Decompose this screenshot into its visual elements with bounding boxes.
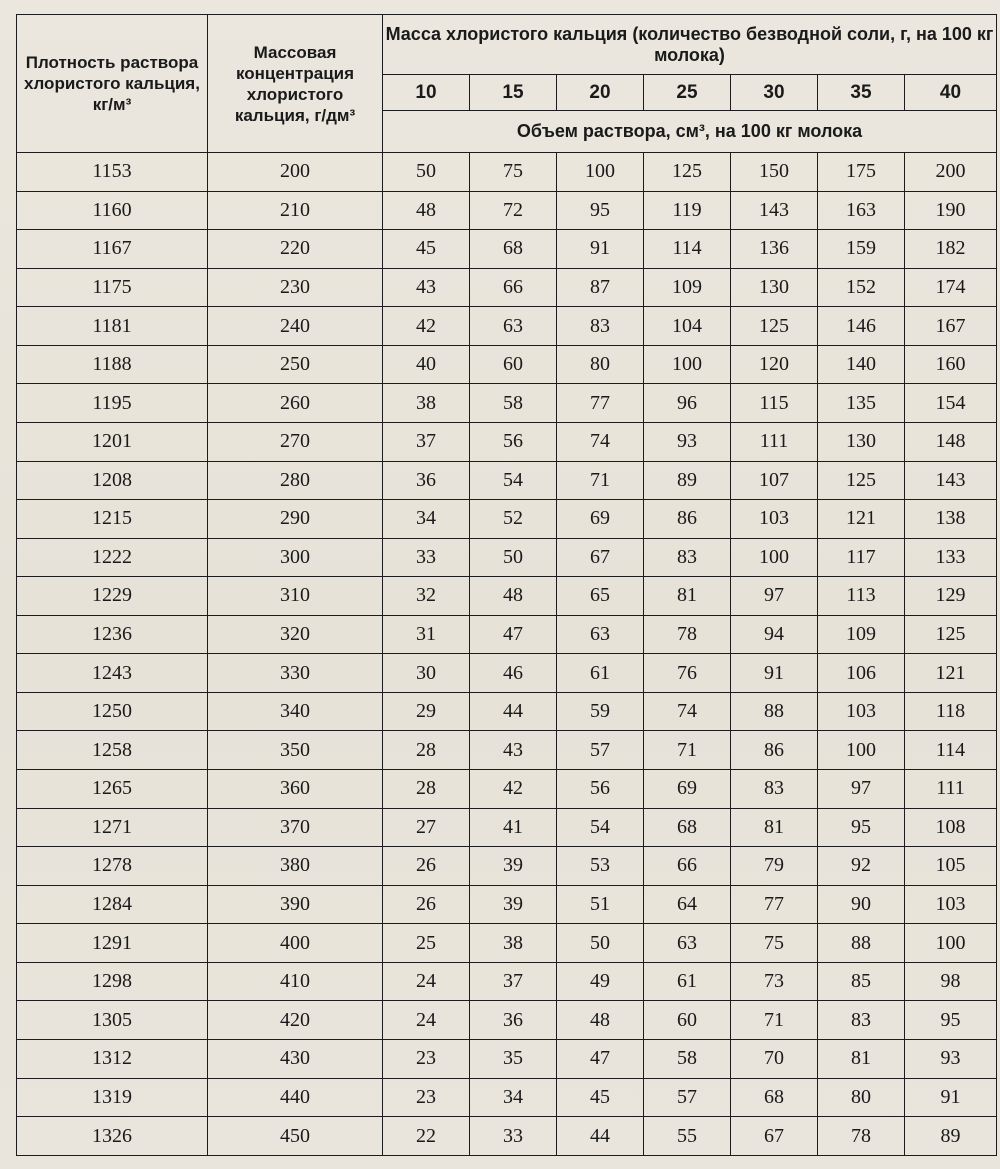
concentration-cell: 240 <box>208 307 383 346</box>
volume-cell: 43 <box>470 731 557 770</box>
table-row <box>17 847 997 886</box>
table-row <box>17 461 997 500</box>
volume-cell: 40 <box>383 345 470 384</box>
volume-cell: 90 <box>818 885 905 924</box>
concentration-cell: 270 <box>208 422 383 461</box>
table-row <box>17 924 997 963</box>
volume-cell: 105 <box>905 847 997 886</box>
volume-cell: 89 <box>905 1117 997 1156</box>
volume-cell: 115 <box>731 384 818 423</box>
volume-cell: 95 <box>905 1001 997 1040</box>
volume-cell: 71 <box>557 461 644 500</box>
concentration-cell: 250 <box>208 345 383 384</box>
volume-cell: 38 <box>470 924 557 963</box>
table-row <box>17 962 997 1001</box>
volume-cell: 58 <box>644 1039 731 1078</box>
volume-cell: 57 <box>557 731 644 770</box>
concentration-cell: 440 <box>208 1078 383 1117</box>
volume-cell: 60 <box>470 345 557 384</box>
volume-cell: 80 <box>818 1078 905 1117</box>
volume-cell: 42 <box>383 307 470 346</box>
volume-cell: 91 <box>731 654 818 693</box>
volume-cell: 159 <box>818 230 905 269</box>
table-row <box>17 1039 997 1078</box>
volume-cell: 26 <box>383 847 470 886</box>
volume-cell: 68 <box>644 808 731 847</box>
volume-cell: 163 <box>818 191 905 230</box>
volume-cell: 94 <box>731 615 818 654</box>
volume-cell: 89 <box>644 461 731 500</box>
volume-cell: 130 <box>818 422 905 461</box>
volume-cell: 68 <box>470 230 557 269</box>
volume-cell: 100 <box>557 153 644 192</box>
volume-cell: 136 <box>731 230 818 269</box>
volume-cell: 182 <box>905 230 997 269</box>
table-row <box>17 808 997 847</box>
volume-cell: 69 <box>557 500 644 539</box>
volume-cell: 67 <box>731 1117 818 1156</box>
density-cell: 1305 <box>17 1001 208 1040</box>
volume-cell: 113 <box>818 577 905 616</box>
volume-cell: 52 <box>470 500 557 539</box>
volume-cell: 167 <box>905 307 997 346</box>
volume-cell: 125 <box>905 615 997 654</box>
volume-cell: 34 <box>470 1078 557 1117</box>
table-row <box>17 268 997 307</box>
volume-cell: 46 <box>470 654 557 693</box>
volume-cell: 111 <box>731 422 818 461</box>
volume-cell: 83 <box>644 538 731 577</box>
volume-cell: 88 <box>818 924 905 963</box>
volume-cell: 81 <box>731 808 818 847</box>
volume-cell: 96 <box>644 384 731 423</box>
concentration-cell: 260 <box>208 384 383 423</box>
volume-cell: 119 <box>644 191 731 230</box>
volume-cell: 83 <box>557 307 644 346</box>
volume-cell: 83 <box>731 770 818 809</box>
volume-cell: 130 <box>731 268 818 307</box>
table-row <box>17 615 997 654</box>
volume-cell: 92 <box>818 847 905 886</box>
volume-cell: 39 <box>470 885 557 924</box>
concentration-cell: 210 <box>208 191 383 230</box>
volume-cell: 103 <box>905 885 997 924</box>
volume-cell: 77 <box>557 384 644 423</box>
concentration-cell: 280 <box>208 461 383 500</box>
volume-cell: 79 <box>731 847 818 886</box>
volume-cell: 154 <box>905 384 997 423</box>
volume-cell: 24 <box>383 1001 470 1040</box>
table-row <box>17 731 997 770</box>
volume-cell: 98 <box>905 962 997 1001</box>
volume-cell: 125 <box>644 153 731 192</box>
volume-cell: 63 <box>470 307 557 346</box>
volume-cell: 100 <box>818 731 905 770</box>
concentration-cell: 450 <box>208 1117 383 1156</box>
volume-cell: 143 <box>731 191 818 230</box>
density-cell: 1201 <box>17 422 208 461</box>
volume-cell: 175 <box>818 153 905 192</box>
density-cell: 1271 <box>17 808 208 847</box>
density-cell: 1175 <box>17 268 208 307</box>
density-cell: 1181 <box>17 307 208 346</box>
volume-cell: 148 <box>905 422 997 461</box>
volume-cell: 58 <box>470 384 557 423</box>
table-row <box>17 422 997 461</box>
table-row <box>17 500 997 539</box>
volume-cell: 57 <box>644 1078 731 1117</box>
density-cell: 1243 <box>17 654 208 693</box>
volume-cell: 74 <box>557 422 644 461</box>
table-row <box>17 654 997 693</box>
density-cell: 1250 <box>17 692 208 731</box>
density-cell: 1153 <box>17 153 208 192</box>
concentration-cell: 380 <box>208 847 383 886</box>
volume-cell: 106 <box>818 654 905 693</box>
density-cell: 1236 <box>17 615 208 654</box>
volume-cell: 63 <box>644 924 731 963</box>
volume-cell: 152 <box>818 268 905 307</box>
volume-cell: 100 <box>905 924 997 963</box>
volume-cell: 51 <box>557 885 644 924</box>
concentration-cell: 420 <box>208 1001 383 1040</box>
concentration-cell: 370 <box>208 808 383 847</box>
volume-cell: 42 <box>470 770 557 809</box>
concentration-cell: 340 <box>208 692 383 731</box>
volume-cell: 80 <box>557 345 644 384</box>
volume-cell: 71 <box>731 1001 818 1040</box>
volume-cell: 67 <box>557 538 644 577</box>
volume-cell: 140 <box>818 345 905 384</box>
table-row <box>17 230 997 269</box>
volume-cell: 48 <box>470 577 557 616</box>
volume-cell: 125 <box>818 461 905 500</box>
table-row <box>17 538 997 577</box>
table-row <box>17 1078 997 1117</box>
volume-cell: 200 <box>905 153 997 192</box>
concentration-cell: 390 <box>208 885 383 924</box>
volume-cell: 60 <box>644 1001 731 1040</box>
volume-cell: 49 <box>557 962 644 1001</box>
density-cell: 1265 <box>17 770 208 809</box>
volume-cell: 33 <box>470 1117 557 1156</box>
concentration-cell: 200 <box>208 153 383 192</box>
volume-cell: 125 <box>731 307 818 346</box>
volume-cell: 26 <box>383 885 470 924</box>
volume-cell: 50 <box>383 153 470 192</box>
density-cell: 1215 <box>17 500 208 539</box>
concentration-cell: 230 <box>208 268 383 307</box>
volume-cell: 71 <box>644 731 731 770</box>
concentration-cell: 350 <box>208 731 383 770</box>
volume-cell: 65 <box>557 577 644 616</box>
concentration-cell: 300 <box>208 538 383 577</box>
volume-cell: 50 <box>470 538 557 577</box>
density-cell: 1326 <box>17 1117 208 1156</box>
volume-cell: 47 <box>470 615 557 654</box>
volume-cell: 25 <box>383 924 470 963</box>
volume-cell: 76 <box>644 654 731 693</box>
volume-cell: 95 <box>818 808 905 847</box>
volume-cell: 97 <box>731 577 818 616</box>
density-cell: 1298 <box>17 962 208 1001</box>
volume-cell: 47 <box>557 1039 644 1078</box>
concentration-cell: 290 <box>208 500 383 539</box>
header-concentration: Массовая концентрация хлористого кальция, г/дм³ <box>208 15 383 153</box>
volume-cell: 103 <box>731 500 818 539</box>
table-row <box>17 384 997 423</box>
volume-cell: 93 <box>644 422 731 461</box>
volume-cell: 160 <box>905 345 997 384</box>
volume-cell: 109 <box>818 615 905 654</box>
volume-cell: 91 <box>905 1078 997 1117</box>
volume-cell: 33 <box>383 538 470 577</box>
volume-cell: 48 <box>557 1001 644 1040</box>
volume-cell: 138 <box>905 500 997 539</box>
volume-cell: 69 <box>644 770 731 809</box>
volume-cell: 129 <box>905 577 997 616</box>
volume-cell: 61 <box>644 962 731 1001</box>
header-mass-value: 20 <box>557 75 644 111</box>
volume-cell: 37 <box>383 422 470 461</box>
density-cell: 1208 <box>17 461 208 500</box>
table-row <box>17 577 997 616</box>
table-row <box>17 307 997 346</box>
volume-cell: 135 <box>818 384 905 423</box>
volume-cell: 81 <box>818 1039 905 1078</box>
volume-cell: 104 <box>644 307 731 346</box>
volume-cell: 114 <box>644 230 731 269</box>
volume-cell: 133 <box>905 538 997 577</box>
volume-cell: 36 <box>470 1001 557 1040</box>
volume-cell: 68 <box>731 1078 818 1117</box>
density-cell: 1319 <box>17 1078 208 1117</box>
table-row <box>17 1117 997 1156</box>
volume-cell: 114 <box>905 731 997 770</box>
density-cell: 1160 <box>17 191 208 230</box>
volume-cell: 36 <box>383 461 470 500</box>
volume-cell: 64 <box>644 885 731 924</box>
volume-cell: 174 <box>905 268 997 307</box>
concentration-cell: 410 <box>208 962 383 1001</box>
density-cell: 1284 <box>17 885 208 924</box>
volume-cell: 103 <box>818 692 905 731</box>
volume-cell: 56 <box>470 422 557 461</box>
volume-cell: 54 <box>557 808 644 847</box>
volume-cell: 78 <box>818 1117 905 1156</box>
header-density: Плотность раствора хлористого кальция, кг/м³ <box>17 15 208 153</box>
volume-cell: 45 <box>383 230 470 269</box>
volume-cell: 74 <box>644 692 731 731</box>
volume-cell: 143 <box>905 461 997 500</box>
volume-cell: 24 <box>383 962 470 1001</box>
volume-cell: 63 <box>557 615 644 654</box>
concentration-cell: 310 <box>208 577 383 616</box>
volume-cell: 91 <box>557 230 644 269</box>
volume-cell: 100 <box>644 345 731 384</box>
volume-cell: 111 <box>905 770 997 809</box>
volume-cell: 121 <box>905 654 997 693</box>
volume-cell: 39 <box>470 847 557 886</box>
table-row <box>17 692 997 731</box>
volume-cell: 83 <box>818 1001 905 1040</box>
volume-cell: 97 <box>818 770 905 809</box>
volume-cell: 107 <box>731 461 818 500</box>
density-cell: 1188 <box>17 345 208 384</box>
concentration-cell: 430 <box>208 1039 383 1078</box>
volume-cell: 81 <box>644 577 731 616</box>
table-body <box>17 153 997 1156</box>
volume-cell: 121 <box>818 500 905 539</box>
volume-cell: 37 <box>470 962 557 1001</box>
header-mass-value: 10 <box>383 75 470 111</box>
volume-cell: 54 <box>470 461 557 500</box>
volume-cell: 41 <box>470 808 557 847</box>
volume-cell: 55 <box>644 1117 731 1156</box>
header-mass-value: 30 <box>731 75 818 111</box>
volume-cell: 23 <box>383 1039 470 1078</box>
volume-cell: 77 <box>731 885 818 924</box>
volume-cell: 70 <box>731 1039 818 1078</box>
volume-cell: 88 <box>731 692 818 731</box>
header-mass-group: Масса хлористого кальция (количество безводной соли, г, на 100 кг молока) <box>383 15 997 75</box>
volume-cell: 75 <box>731 924 818 963</box>
volume-cell: 59 <box>557 692 644 731</box>
volume-cell: 23 <box>383 1078 470 1117</box>
volume-cell: 31 <box>383 615 470 654</box>
volume-cell: 27 <box>383 808 470 847</box>
volume-cell: 28 <box>383 770 470 809</box>
header-mass-value: 15 <box>470 75 557 111</box>
volume-cell: 22 <box>383 1117 470 1156</box>
volume-cell: 30 <box>383 654 470 693</box>
volume-cell: 50 <box>557 924 644 963</box>
volume-cell: 108 <box>905 808 997 847</box>
volume-cell: 53 <box>557 847 644 886</box>
volume-cell: 44 <box>470 692 557 731</box>
concentration-cell: 330 <box>208 654 383 693</box>
volume-cell: 28 <box>383 731 470 770</box>
concentration-cell: 320 <box>208 615 383 654</box>
volume-cell: 85 <box>818 962 905 1001</box>
volume-cell: 61 <box>557 654 644 693</box>
volume-cell: 35 <box>470 1039 557 1078</box>
volume-cell: 75 <box>470 153 557 192</box>
table-row <box>17 191 997 230</box>
header-mass-value: 35 <box>818 75 905 111</box>
volume-cell: 150 <box>731 153 818 192</box>
volume-cell: 118 <box>905 692 997 731</box>
volume-cell: 73 <box>731 962 818 1001</box>
header-mass-value: 40 <box>905 75 997 111</box>
table-row <box>17 345 997 384</box>
volume-cell: 72 <box>470 191 557 230</box>
density-cell: 1312 <box>17 1039 208 1078</box>
calcium-chloride-table <box>16 14 997 1156</box>
density-cell: 1229 <box>17 577 208 616</box>
volume-cell: 44 <box>557 1117 644 1156</box>
volume-cell: 45 <box>557 1078 644 1117</box>
volume-cell: 87 <box>557 268 644 307</box>
concentration-cell: 400 <box>208 924 383 963</box>
volume-cell: 190 <box>905 191 997 230</box>
volume-cell: 109 <box>644 268 731 307</box>
density-cell: 1195 <box>17 384 208 423</box>
volume-cell: 95 <box>557 191 644 230</box>
density-cell: 1278 <box>17 847 208 886</box>
volume-cell: 66 <box>644 847 731 886</box>
header-mass-value: 25 <box>644 75 731 111</box>
volume-cell: 38 <box>383 384 470 423</box>
volume-cell: 93 <box>905 1039 997 1078</box>
concentration-cell: 360 <box>208 770 383 809</box>
volume-cell: 120 <box>731 345 818 384</box>
volume-cell: 56 <box>557 770 644 809</box>
volume-cell: 78 <box>644 615 731 654</box>
volume-cell: 146 <box>818 307 905 346</box>
volume-cell: 66 <box>470 268 557 307</box>
header-volume-group: Объем раствора, см³, на 100 кг молока <box>383 111 997 153</box>
volume-cell: 29 <box>383 692 470 731</box>
volume-cell: 43 <box>383 268 470 307</box>
density-cell: 1291 <box>17 924 208 963</box>
volume-cell: 100 <box>731 538 818 577</box>
table-row <box>17 770 997 809</box>
table-row <box>17 153 997 192</box>
volume-cell: 117 <box>818 538 905 577</box>
density-cell: 1222 <box>17 538 208 577</box>
table-row <box>17 1001 997 1040</box>
volume-cell: 48 <box>383 191 470 230</box>
volume-cell: 32 <box>383 577 470 616</box>
density-cell: 1258 <box>17 731 208 770</box>
table-row <box>17 885 997 924</box>
volume-cell: 86 <box>731 731 818 770</box>
volume-cell: 34 <box>383 500 470 539</box>
density-cell: 1167 <box>17 230 208 269</box>
concentration-cell: 220 <box>208 230 383 269</box>
volume-cell: 86 <box>644 500 731 539</box>
